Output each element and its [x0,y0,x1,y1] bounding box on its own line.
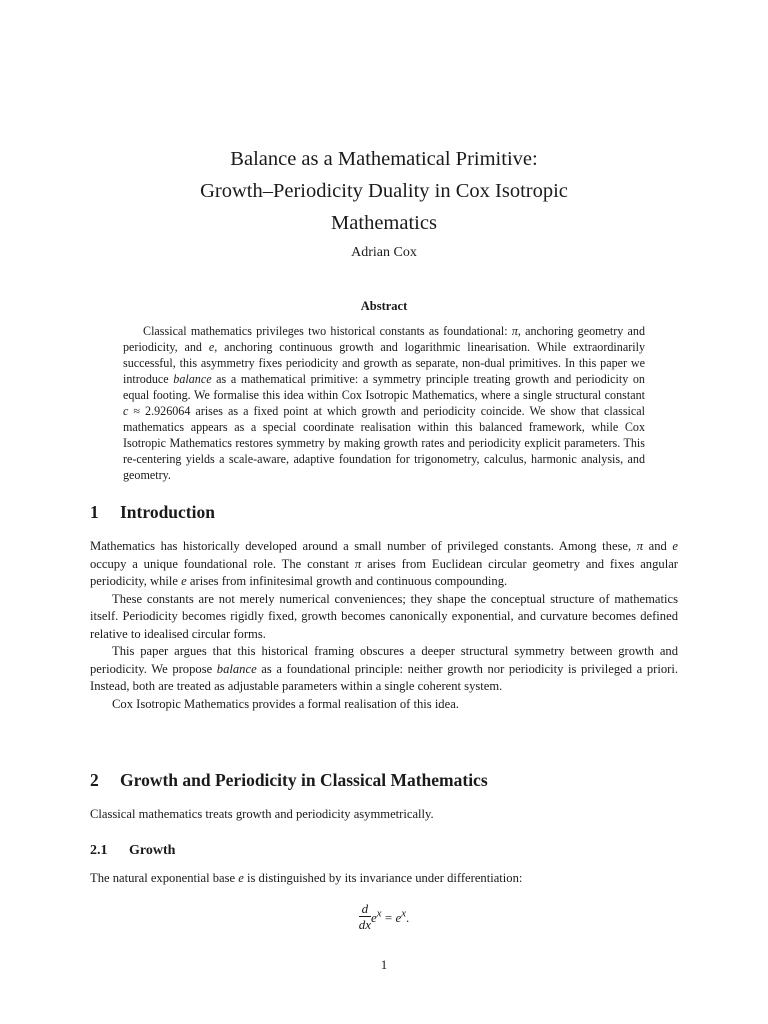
abstract-text: Classical mathematics privileges two historical constants as foundational: π, anchoring geometry and periodicity, and e, anchoring continuous growth and logarithmic linearisation. While extraordinarily successful, this asymmetry fixes periodicity and growth as separate, non-dual primitives. In this paper we introduce balance as a mathematical primitive: a symmetry principle treating growth and periodicity on equal footing. We formalise this idea within Cox Isotropic Mathematics, where a single structural constant c ≈ 2.926064 arises as a fixed point at which growth and periodicity coincide. We show that classical mathematics appears as a special coordinate realisation within this balanced framework, while Cox Isotropic Mathematics restores symmetry by making growth rates and periodicity explicit parameters. This re-centering yields a scale-aware, adaptive foundation for trigonometry, calculus, harmonic analysis, and geometry. [123,324,645,482]
section-title: Introduction [120,502,215,522]
section-heading-growth-periodicity [90,770,678,791]
title-line: Growth–Periodicity Duality in Cox Isotropic [200,180,568,202]
paragraph: Classical mathematics treats growth and periodicity asymmetrically. [90,807,434,821]
paragraph: The natural exponential base e is distinguished by its invariance under differentiation: [90,871,523,885]
derivative-equation: $\frac{d}{dx}$ $e^x = e^x$. [358,901,410,932]
page-number: 1 [380,957,388,972]
subsection-title: Growth [129,843,176,858]
section-number: 1 [90,502,99,522]
section-2-body [90,806,678,824]
section-number: 2 [90,770,99,790]
paragraph: Mathematics has historically developed around a small number of privileged constants. Among these, π and e occupy a unique foundational role. The constant π arises from Euclidean circular geometry and fixes angular periodicity, while e arises from infinitesimal growth and continuous compounding. [90,539,678,588]
abstract-heading: Abstract [360,299,408,313]
paper-title [90,143,678,239]
subsection-heading-growth [90,843,678,859]
title-line: Balance as a Mathematical Primitive: [230,148,538,170]
paragraph: These constants are not merely numerical conveniences; they shape the conceptual structure of mathematics itself. Periodicity becomes rigidly fixed, growth becomes canonically exponential, and curvature becomes defined relative to idealised circular forms. [90,591,678,641]
section-title: Growth and Periodicity in Classical Mathematics [120,770,488,790]
title-line: Mathematics [331,212,437,234]
derivative-fraction: $\frac{d}{dx}$ [358,901,371,932]
paragraph: Cox Isotropic Mathematics provides a formal realisation of this idea. [112,696,459,711]
paragraph: This paper argues that this historical framing obscures a deeper structural symmetry between growth and periodicity. We propose balance as a foundational principle: neither growth nor periodicity is privileged a priori. Instead, both are treated as adjustable parameters within a single coherent system. [90,644,678,693]
subsection-number: 2.1 [90,843,108,858]
introduction-body [90,538,678,713]
author-name: Adrian Cox [351,245,417,260]
section-heading-introduction [90,502,678,523]
subsection-body [90,870,678,888]
